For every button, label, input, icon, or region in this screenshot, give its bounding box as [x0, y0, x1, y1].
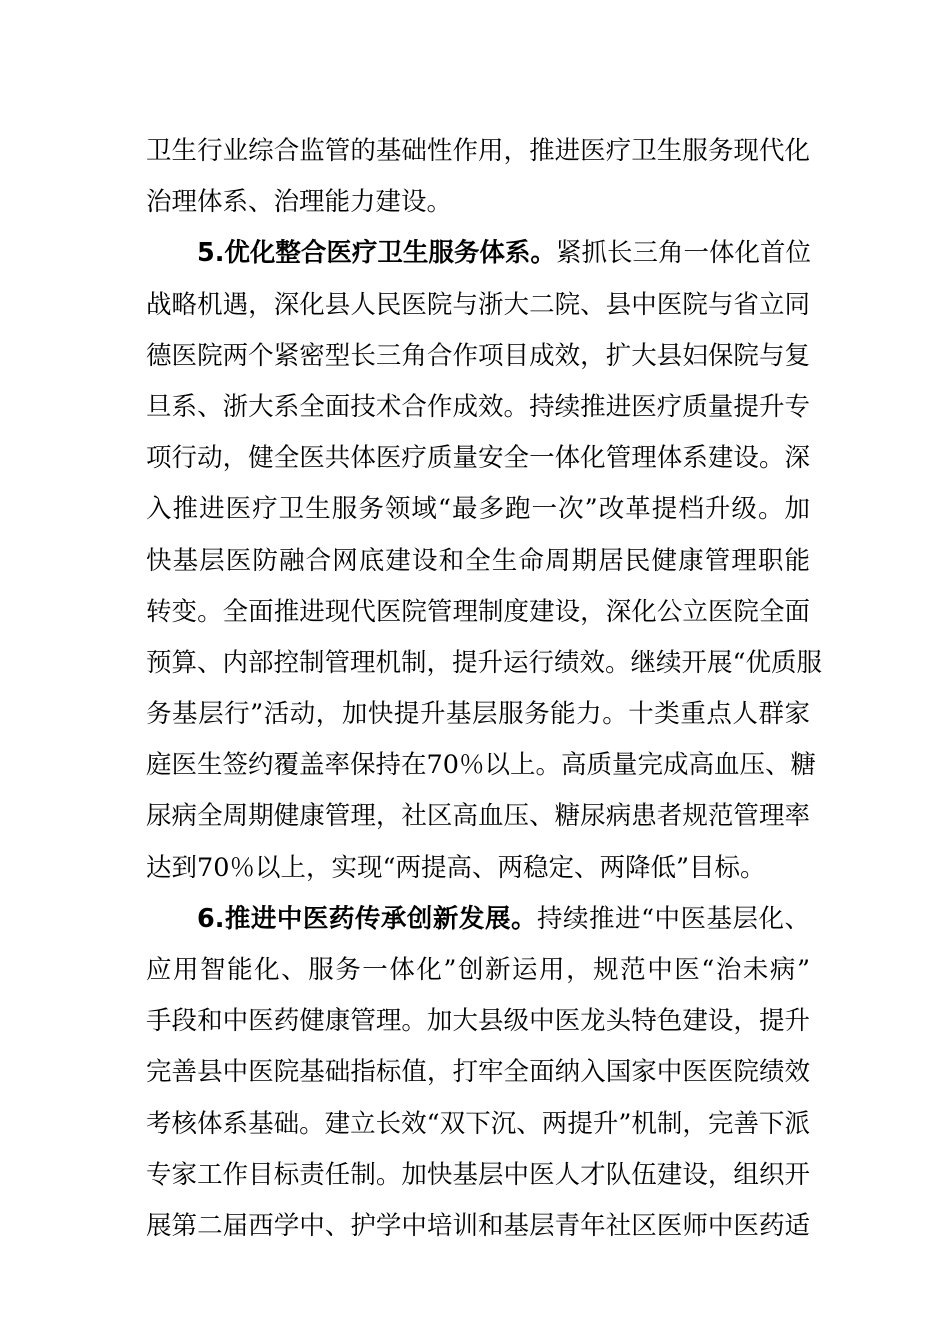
text-line: 治理体系、治理能力建设。: [146, 187, 453, 218]
text-line: [146, 894, 810, 945]
text-line: 展第二届西学中、护学中培训和基层青年社区医师中医药适: [146, 1210, 810, 1241]
text-line: 达到70％以上，实现“两提高、两稳定、两降低”目标。: [146, 852, 766, 883]
text-line: 应用智能化、服务一体化”创新运用，规范中医“治未病”: [146, 955, 810, 985]
paragraph-section-6: [146, 894, 810, 1252]
text-line: 转变。全面推进现代医院管理制度建设，深化公立医院全面: [146, 596, 810, 627]
section-heading: 5.优化整合医疗卫生服务体系。: [197, 238, 556, 269]
body-text: [146, 126, 823, 1252]
paragraph-section-5: [146, 228, 823, 893]
text-line: 旦系、浙大系全面技术合作成效。持续推进医疗质量提升专: [146, 391, 810, 422]
text-line: 入推进医疗卫生服务领域“最多跑一次”改革提档升级。加: [146, 494, 810, 525]
text-line: 预算、内部控制管理机制，提升运行绩效。继续开展“优质服: [146, 647, 823, 678]
text-line: 手段和中医药健康管理。加大县级中医龙头特色建设，提升: [146, 1006, 810, 1037]
text-line: 考核体系基础。建立长效“双下沉、两提升”机制，完善下派: [146, 1108, 810, 1139]
text-line: 务基层行”活动，加快提升基层服务能力。十类重点人群家: [146, 699, 810, 730]
text-run: 紧抓长三角一体化首位: [555, 238, 811, 269]
text-line: [146, 228, 810, 279]
text-run: 持续推进“中医基层化、: [536, 903, 810, 934]
text-line: 专家工作目标责任制。加快基层中医人才队伍建设，组织开: [146, 1159, 810, 1190]
text-line: 尿病全周期健康管理，社区高血压、糖尿病患者规范管理率: [146, 801, 810, 832]
text-line: 庭医生签约覆盖率保持在70％以上。高质量完成高血压、糖: [146, 750, 816, 781]
text-line: 卫生行业综合监管的基础性作用，推进医疗卫生服务现代化: [146, 136, 810, 166]
text-line: 德医院两个紧密型长三角合作项目成效，扩大县妇保院与复: [146, 340, 810, 371]
text-line: 项行动，健全医共体医疗质量安全一体化管理体系建设。深: [146, 443, 810, 474]
paragraph-continuation: [146, 126, 810, 228]
section-heading: 6.推进中医药传承创新发展。: [197, 903, 537, 934]
text-line: 完善县中医院基础指标值，打牢全面纳入国家中医医院绩效: [146, 1057, 810, 1088]
text-line: 战略机遇，深化县人民医院与浙大二院、县中医院与省立同: [146, 289, 810, 320]
text-line: 快基层医防融合网底建设和全生命周期居民健康管理职能: [146, 545, 810, 576]
